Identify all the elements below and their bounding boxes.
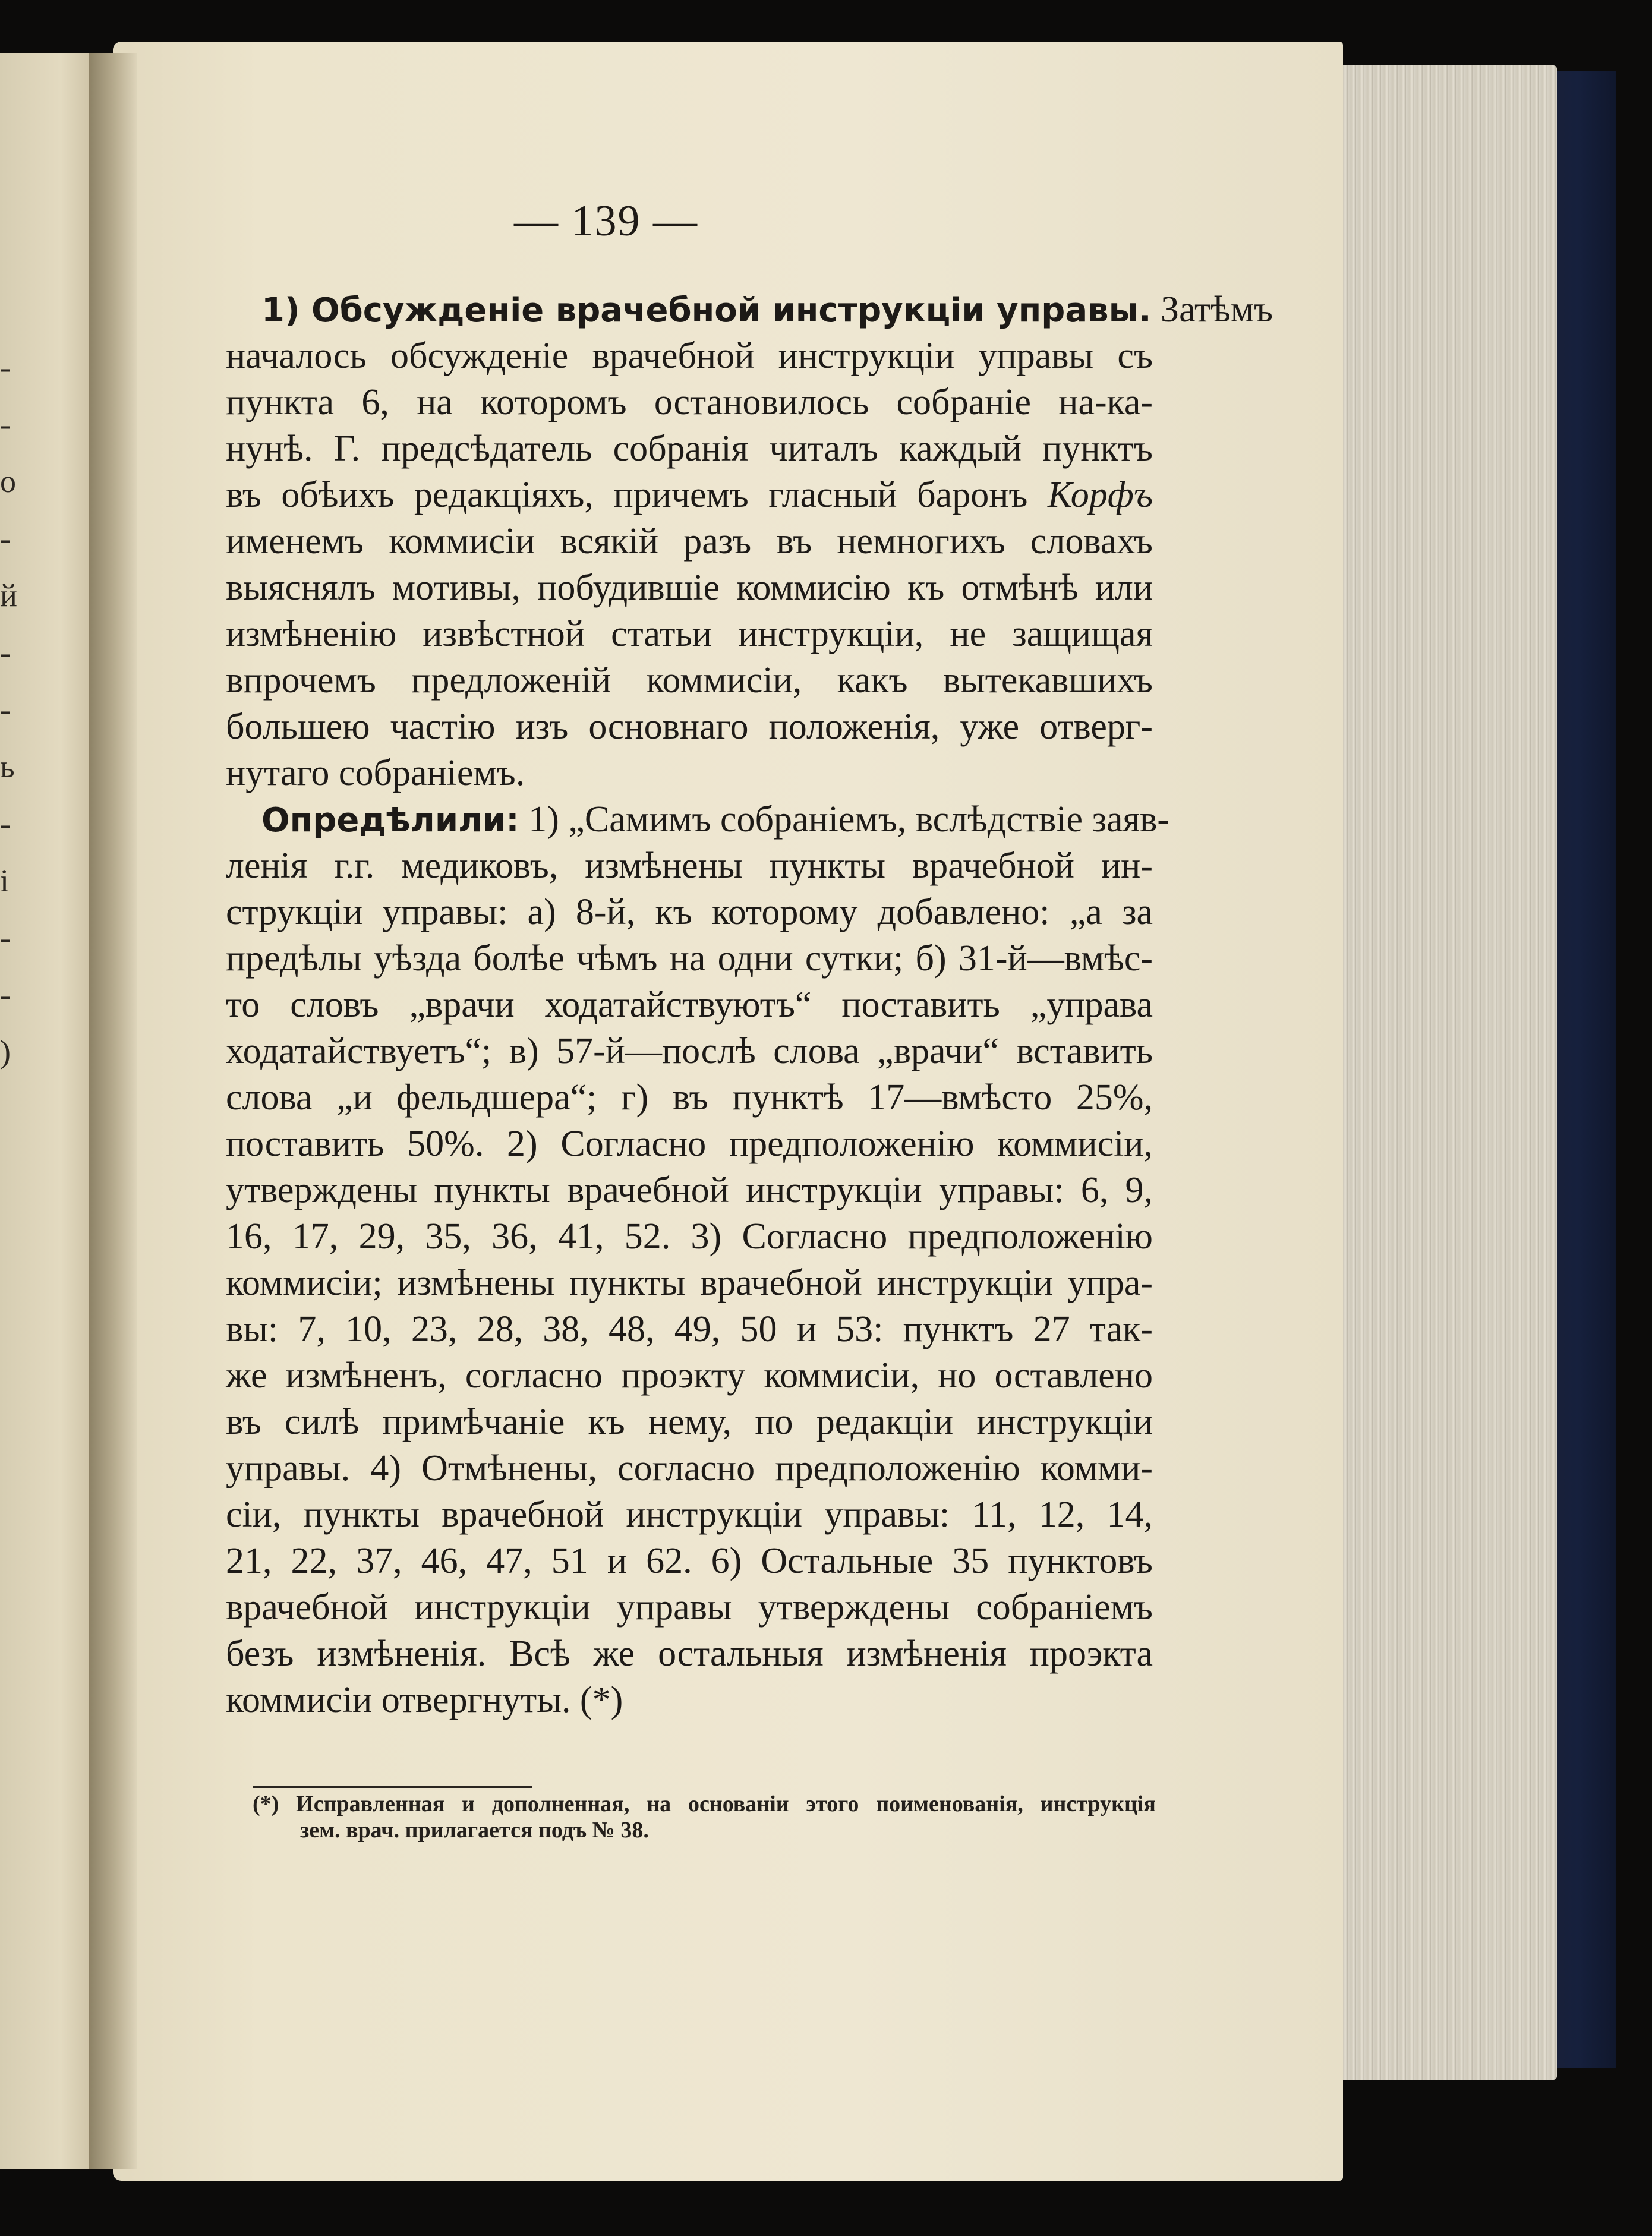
- footnote-line: (*) Исправленная и дополненная, на основаніи этого поименованія, инструкція: [253, 1792, 1156, 1816]
- text-line: въ силѣ примѣчаніе къ нему, по редакціи инструкціи: [226, 1402, 1153, 1442]
- left-mark: і: [0, 863, 10, 898]
- text-line: поставить 50%. 2) Согласно предположенію коммисіи,: [226, 1124, 1153, 1164]
- footnote-line: зем. врач. прилагается подъ № 38.: [300, 1818, 649, 1843]
- text-line: вы: 7, 10, 23, 28, 38, 48, 49, 50 и 53: пунктъ 27 так-: [226, 1309, 1153, 1349]
- text-line: 21, 22, 37, 46, 47, 51 и 62. 6) Остальные 35 пунктовъ: [226, 1541, 1153, 1581]
- text-line: именемъ коммисіи всякій разъ въ немногихъ словахъ: [226, 521, 1153, 562]
- text-line: [226, 472, 1153, 518]
- italic-name: Корфъ: [1047, 475, 1153, 515]
- left-mark: -: [0, 349, 11, 385]
- text-line: [226, 796, 1169, 843]
- resolution-label: Опредѣлили:: [261, 801, 519, 840]
- text-line: слова „и фельдшера“; г) въ пунктѣ 17—вмѣсто 25%,: [226, 1077, 1153, 1118]
- text-line: впрочемъ предложеній коммисіи, какъ вытекавшихъ: [226, 660, 1153, 701]
- text-line: утверждены пункты врачебной инструкціи управы: 6, 9,: [226, 1170, 1153, 1210]
- left-mark: -: [0, 806, 11, 841]
- left-mark: -: [0, 692, 11, 727]
- left-mark: й: [0, 578, 17, 613]
- text-line: коммисіи; измѣнены пункты врачебной инструкціи упра-: [226, 1263, 1153, 1303]
- left-mark: ): [0, 1034, 11, 1070]
- left-page-marks: [0, 339, 18, 1080]
- text-line: струкціи управы: а) 8-й, къ которому добавлено: „а за: [226, 892, 1153, 932]
- text-line: коммисіи отвергнуты. (*): [226, 1680, 623, 1720]
- text-line: нутаго собраніемъ.: [226, 753, 525, 793]
- text-line: ходатайствуетъ“; в) 57-й—послѣ слова „врачи“ вставить: [226, 1031, 1153, 1071]
- text-line: сіи, пункты врачебной инструкціи управы: 11, 12, 14,: [226, 1494, 1153, 1535]
- left-page: [0, 53, 101, 2169]
- text-line: то словъ „врачи ходатайствуютъ“ поставить „управа: [226, 985, 1153, 1025]
- text-line: безъ измѣненія. Всѣ же остальныя измѣненія проэкта: [226, 1633, 1153, 1674]
- text-span: въ обѣихъ редакціяхъ, причемъ гласный баронъ: [226, 475, 1048, 515]
- text-span: 1) „Самимъ собраніемъ, вслѣдствіе заяв-: [519, 799, 1169, 840]
- left-mark: -: [0, 920, 11, 955]
- text-span: Затѣмъ: [1151, 289, 1273, 330]
- text-line: врачебной инструкціи управы утверждены собраніемъ: [226, 1587, 1153, 1628]
- left-mark: -: [0, 635, 11, 670]
- footnote: [253, 1785, 1156, 1843]
- left-mark: -: [0, 406, 11, 442]
- text-line: большею частію изъ основнаго положенія, уже отверг-: [226, 707, 1153, 747]
- book-gutter: [89, 53, 137, 2169]
- text-line: выяснялъ мотивы, побудившіе коммисію къ отмѣнѣ или: [226, 567, 1153, 608]
- left-mark: -: [0, 521, 11, 556]
- page-edges: [1331, 65, 1557, 2080]
- text-line: управы. 4) Отмѣнены, согласно предположенію комми-: [226, 1448, 1153, 1488]
- page-number: — 139 —: [514, 197, 698, 245]
- main-text: [226, 286, 1273, 1723]
- text-line: предѣлы уѣзда болѣе чѣмъ на одни сутки; б) 31-й—вмѣс-: [226, 938, 1153, 979]
- text-line: измѣненію извѣстной статьи инструкціи, не защищая: [226, 614, 1153, 654]
- text-line: нунѣ. Г. предсѣдатель собранія читалъ каждый пунктъ: [226, 428, 1153, 469]
- text-line: же измѣненъ, согласно проэкту коммисіи, но оставлено: [226, 1355, 1153, 1396]
- left-mark: о: [0, 463, 16, 499]
- text-line: пункта 6, на которомъ остановилось собраніе на-ка-: [226, 382, 1153, 422]
- text-line: ленія г.г. медиковъ, измѣнены пункты врачебной ин-: [226, 846, 1153, 886]
- section-heading: 1) Обсужденіе врачебной инструкціи управы.: [261, 291, 1152, 330]
- text-line: 16, 17, 29, 35, 36, 41, 52. 3) Согласно предположенію: [226, 1216, 1153, 1257]
- text-line: началось обсужденіе врачебной инструкціи управы съ: [226, 336, 1153, 376]
- left-mark: ь: [0, 749, 15, 784]
- text-line: [226, 286, 1273, 333]
- left-mark: -: [0, 977, 11, 1013]
